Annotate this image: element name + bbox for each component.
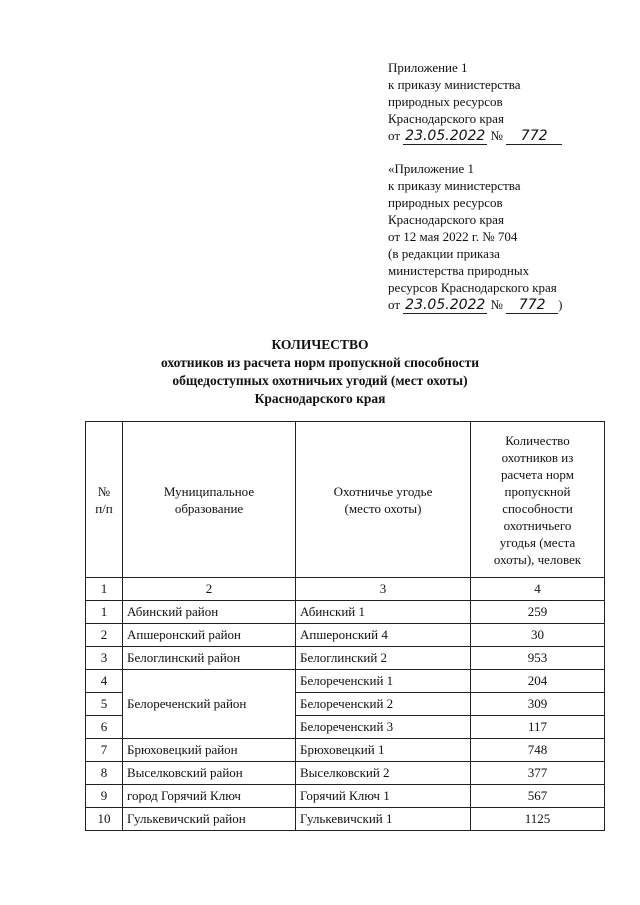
hunter-count-cell: 30 [471, 624, 605, 647]
handwritten-number: 772 [506, 298, 558, 314]
row-number: 7 [86, 739, 123, 762]
municipality-cell: Апшеронский район [123, 624, 296, 647]
closing-parenthesis: ) [558, 297, 563, 312]
column-number: 3 [296, 578, 471, 601]
row-number: 1 [86, 601, 123, 624]
header-line: № [97, 483, 111, 499]
approval-line: Краснодарского края [388, 111, 504, 126]
document-title [0, 336, 640, 408]
column-number: 2 [123, 578, 296, 601]
row-number: 10 [86, 808, 123, 831]
date-prefix: от [388, 128, 401, 143]
hunter-count-cell: 117 [471, 716, 605, 739]
amend-line: (в редакции приказа [388, 246, 500, 261]
handwritten-number: 772 [506, 129, 562, 145]
approval-date-line [388, 127, 562, 145]
table-row [86, 785, 605, 808]
municipality-cell: Белоглинский район [123, 647, 296, 670]
hunting-ground-cell: Абинский 1 [296, 601, 471, 624]
header-line: способности [502, 500, 573, 516]
hunters-table [85, 421, 605, 831]
hunting-ground-cell: Брюховецкий 1 [296, 739, 471, 762]
table-row [86, 808, 605, 831]
approval-line: природных ресурсов [388, 94, 503, 109]
amend-date-line [388, 296, 563, 314]
header-line: пропускной [504, 483, 571, 499]
hunting-ground-cell: Апшеронский 4 [296, 624, 471, 647]
municipality-cell: Абинский район [123, 601, 296, 624]
municipality-cell: Брюховецкий район [123, 739, 296, 762]
header-line: Количество [505, 432, 570, 448]
header-hunter-count [471, 422, 605, 578]
header-hunting-ground [296, 422, 471, 578]
number-prefix: № [490, 128, 503, 143]
header-municipality [123, 422, 296, 578]
table-header-row [86, 422, 605, 578]
row-number: 8 [86, 762, 123, 785]
hunting-ground-cell: Горячий Ключ 1 [296, 785, 471, 808]
table-row [86, 601, 605, 624]
amend-line: к приказу министерства [388, 178, 521, 193]
header-line: охотничьего [503, 517, 572, 533]
hunter-count-cell: 748 [471, 739, 605, 762]
hunter-count-cell: 204 [471, 670, 605, 693]
municipality-cell: Гулькевичский район [123, 808, 296, 831]
header-line: Охотничье угодье [333, 483, 433, 499]
table-row [86, 670, 605, 693]
approval-line: Приложение 1 [388, 60, 468, 75]
amend-line: природных ресурсов [388, 195, 503, 210]
hunting-ground-cell: Белореченский 2 [296, 693, 471, 716]
amend-line: «Приложение 1 [388, 161, 475, 176]
table-row [86, 739, 605, 762]
row-number: 4 [86, 670, 123, 693]
hunting-ground-cell: Белореченский 1 [296, 670, 471, 693]
amend-line: Краснодарского края [388, 212, 504, 227]
number-prefix: № [490, 297, 503, 312]
header-line: образование [174, 500, 244, 516]
row-number: 9 [86, 785, 123, 808]
amend-line: ресурсов Краснодарского края [388, 280, 557, 295]
header-line: угодья (места [499, 534, 576, 550]
row-number: 2 [86, 624, 123, 647]
approval-appendix-block [388, 59, 562, 145]
row-number: 3 [86, 647, 123, 670]
municipality-cell-merged: Белореченский район [123, 670, 296, 739]
title-line: КОЛИЧЕСТВО [271, 337, 369, 352]
header-line: расчета норм [501, 466, 574, 482]
hunting-ground-cell: Гулькевичский 1 [296, 808, 471, 831]
hunting-ground-cell: Выселковский 2 [296, 762, 471, 785]
header-line: охотников из [501, 449, 574, 465]
column-number: 1 [86, 578, 123, 601]
header-line: Муниципальное [163, 483, 255, 499]
table-row [86, 647, 605, 670]
row-number: 6 [86, 716, 123, 739]
table-row [86, 624, 605, 647]
title-line: Краснодарского края [254, 391, 386, 406]
header-line: охоты), человек [493, 551, 582, 567]
approval-line: к приказу министерства [388, 77, 521, 92]
hunter-count-cell: 953 [471, 647, 605, 670]
header-line: п/п [95, 500, 113, 516]
amend-line: министерства природных [388, 263, 530, 278]
handwritten-date: 23.05.2022 [405, 297, 486, 313]
table-row [86, 762, 605, 785]
header-line: (место охоты) [344, 500, 422, 516]
title-line: общедоступных охотничьих угодий (мест охоты) [172, 373, 468, 388]
hunting-ground-cell: Белоглинский 2 [296, 647, 471, 670]
hunting-ground-cell: Белореченский 3 [296, 716, 471, 739]
column-number-row [86, 578, 605, 601]
handwritten-date: 23.05.2022 [405, 128, 486, 144]
hunter-count-cell: 377 [471, 762, 605, 785]
title-line: охотников из расчета норм пропускной способности [160, 355, 480, 370]
date-prefix: от [388, 297, 401, 312]
header-num [86, 422, 123, 578]
amend-line: от 12 мая 2022 г. № 704 [388, 229, 518, 244]
hunter-count-cell: 567 [471, 785, 605, 808]
row-number: 5 [86, 693, 123, 716]
hunter-count-cell: 309 [471, 693, 605, 716]
hunter-count-cell: 259 [471, 601, 605, 624]
column-number: 4 [471, 578, 605, 601]
municipality-cell: Выселковский район [123, 762, 296, 785]
hunter-count-cell: 1125 [471, 808, 605, 831]
amended-appendix-block [388, 160, 563, 314]
municipality-cell: город Горячий Ключ [123, 785, 296, 808]
